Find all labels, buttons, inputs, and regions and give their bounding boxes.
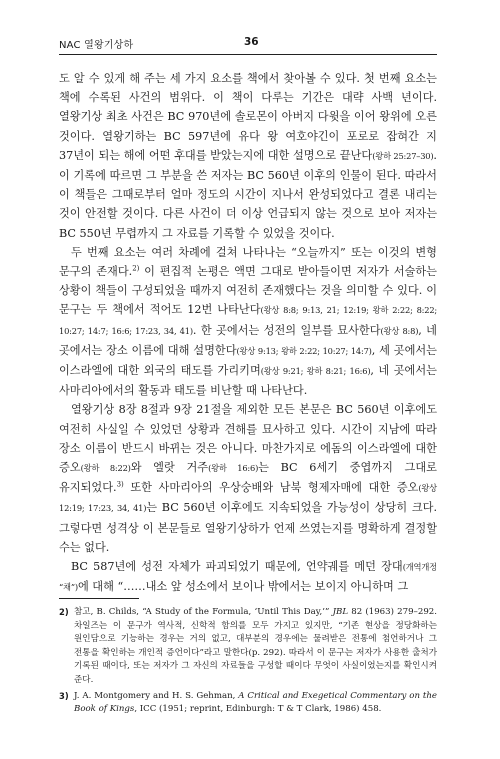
footnote-rule xyxy=(59,598,139,599)
text-segment: 열왕기상 8장 8절과 9장 21절을 제외한 모든 본문은 BC 560년 이후에도 여전히 사실일 수 있었던 상황과 견해를 묘사하고 있다. 시간이 지남에 따라 장소 이름이 반드시 바뀌는 것은 아니다. 마찬가지로 에돔의 이스라엘에 대한 증오 xyxy=(59,403,437,475)
footnote-number: 3) xyxy=(59,690,69,701)
body-paragraph xyxy=(59,243,437,401)
footnote xyxy=(59,690,437,717)
text-segment: 두 번째 요소는 여러 차례에 걸쳐 나타나는 “오늘까지” 또는 이것의 변형 문구의 존재다. xyxy=(59,245,437,279)
footnote-number: 2) xyxy=(59,607,69,617)
footnote-text: 참고, B. Childs, “A Study of the Formula, ‘Until This Day,’” xyxy=(74,607,333,617)
text-segment: , 네 곳에서는 사마리아에서의 활동과 태도를 비난할 때 나타난다. xyxy=(59,364,437,398)
running-header xyxy=(59,36,437,52)
body-paragraph xyxy=(59,69,437,243)
text-segment: 와 엘랏 거주 xyxy=(130,461,209,475)
text-segment: 도 알 수 있게 해 주는 세 가지 요소를 책에서 찾아볼 수 있다. 첫 번째 요소는 책에 수록된 사건의 범위다. 이 책이 다루는 기간은 대략 사백 년이다. 열왕기상 최초 사건은 BC 970년에 솔로몬이 아버지 다윗을 이어 왕위에 오른 것이다. 열왕기하는 BC 597년에 유다 왕 여호야긴이 포로로 잡혀간 지 37년이 되는 해에 어떤 후대를 받았는지에 대한 설명으로 끝난다 xyxy=(59,72,437,162)
body-paragraph xyxy=(59,557,437,597)
footnote-marker: 3) xyxy=(116,480,124,489)
scripture-reference: (왕상 9:21; 왕하 8:21; 16:6) xyxy=(260,366,371,377)
scripture-reference: (왕하 16:6) xyxy=(208,463,259,474)
scripture-reference: (왕상 12:19; 17:23, 34, 41) xyxy=(59,483,437,514)
footnote-text: 82 (1963) 279–292. 차일즈는 이 문구가 역사적, 신학적 함의를 모두 가지고 있지만, “기존 현상을 정당화하는 원인담으로 기능하는 경우는 거의 없고, 대부분의 경우에는 물려받은 전통에 첨언하거나 그 전통을 확인하는 개인적 증언이다”라고 말한다(p. 292). 따라서 이 문구는 저자가 사용한 출처가 기록된 때이다, 또는 저자가 그 자신의 자료들을 구성할 때이다 무엇이 사실이었는지를 확인시켜 준다. xyxy=(74,607,437,685)
footnote-marker: 2) xyxy=(132,264,140,273)
text-segment: 또한 사마리아의 우상숭배와 남북 형제자매에 대한 증오 xyxy=(123,481,419,495)
scripture-reference: (왕상 8:8) xyxy=(380,325,419,336)
text-segment: BC 587년에 성전 자체가 파괴되었기 때문에, 언약궤를 메던 장대 xyxy=(71,560,403,574)
page-number: 36 xyxy=(244,36,259,48)
header-rule xyxy=(59,54,437,55)
footnote xyxy=(59,606,437,688)
scripture-reference: (왕상 8:8; 9:13, 21; 12:19; 왕하 2:22; 8:22; 10:27; 14:7; 16:6; 17:23, 34, 41) xyxy=(59,305,438,336)
footnote-text: , ICC (1951; reprint, Edinburgh: T & T Clark, 1986) 458. xyxy=(134,704,382,715)
text-segment: , 세 곳에서는 이스라엘에 대한 외국의 태도를 가리키며 xyxy=(59,343,437,378)
footnote-title: A Critical and Exegetical Commentary on the Book of Kings xyxy=(74,690,437,715)
footnote-title: JBL xyxy=(332,607,349,617)
text-segment: , 네 곳에서는 장소 이름에 대해 설명한다 xyxy=(59,323,437,357)
text-segment: 는 BC 6세기 중엽까지 그대로 유지되었다. xyxy=(59,461,437,495)
footnotes xyxy=(59,606,437,719)
text-segment: 는 BC 560년 이후에도 지속되었을 가능성이 상당히 크다. 그렇다면 성격상 이 본문들로 열왕기상하가 언제 쓰였는지를 명확하게 결정할 수는 없다. xyxy=(59,501,437,554)
running-title: NAC 열왕기상하 xyxy=(59,40,134,51)
scripture-reference: (왕상 9:13; 왕하 2:22; 10:27; 14:7) xyxy=(236,345,372,356)
scripture-reference: (왕하 8:22) xyxy=(80,463,131,474)
text-segment: . 한 곳에서는 성전의 일부를 묘사한다 xyxy=(192,323,381,337)
body-text xyxy=(59,69,437,597)
body-paragraph xyxy=(59,400,437,557)
text-segment: 에 대해 “……내소 앞 성소에서 보이나 밖에서는 보이지 아니하며 그 xyxy=(77,580,409,594)
footnote-text: J. A. Montgomery and H. S. Gehman, xyxy=(74,690,239,701)
text-segment: . 이 기록에 따르면 그 부분을 쓴 저자는 BC 560년 이후의 인물이 된다. 따라서 이 책들은 그때로부터 얼마 정도의 시간이 지나서 완성되었다고 결론 내리는 것이 안전할 것이다. 다른 사건이 더 이상 언급되지 않는 것으로 보아 저자는 BC 550년 무렵까지 그 자료를 기록할 수 있었을 것이다. xyxy=(59,148,437,240)
scripture-reference: (왕하 25:27–30) xyxy=(372,150,434,161)
scripture-reference: (개역개정 “채”) xyxy=(59,562,437,593)
text-segment: 이 편집적 논평은 액면 그대로 받아들이면 저자가 서술하는 상황이 책들이 구성되었을 때까지 여전히 존재했다는 것을 의미할 수 있다. 이 문구는 두 책에서 적어도 12번 나타난다 xyxy=(59,265,437,317)
